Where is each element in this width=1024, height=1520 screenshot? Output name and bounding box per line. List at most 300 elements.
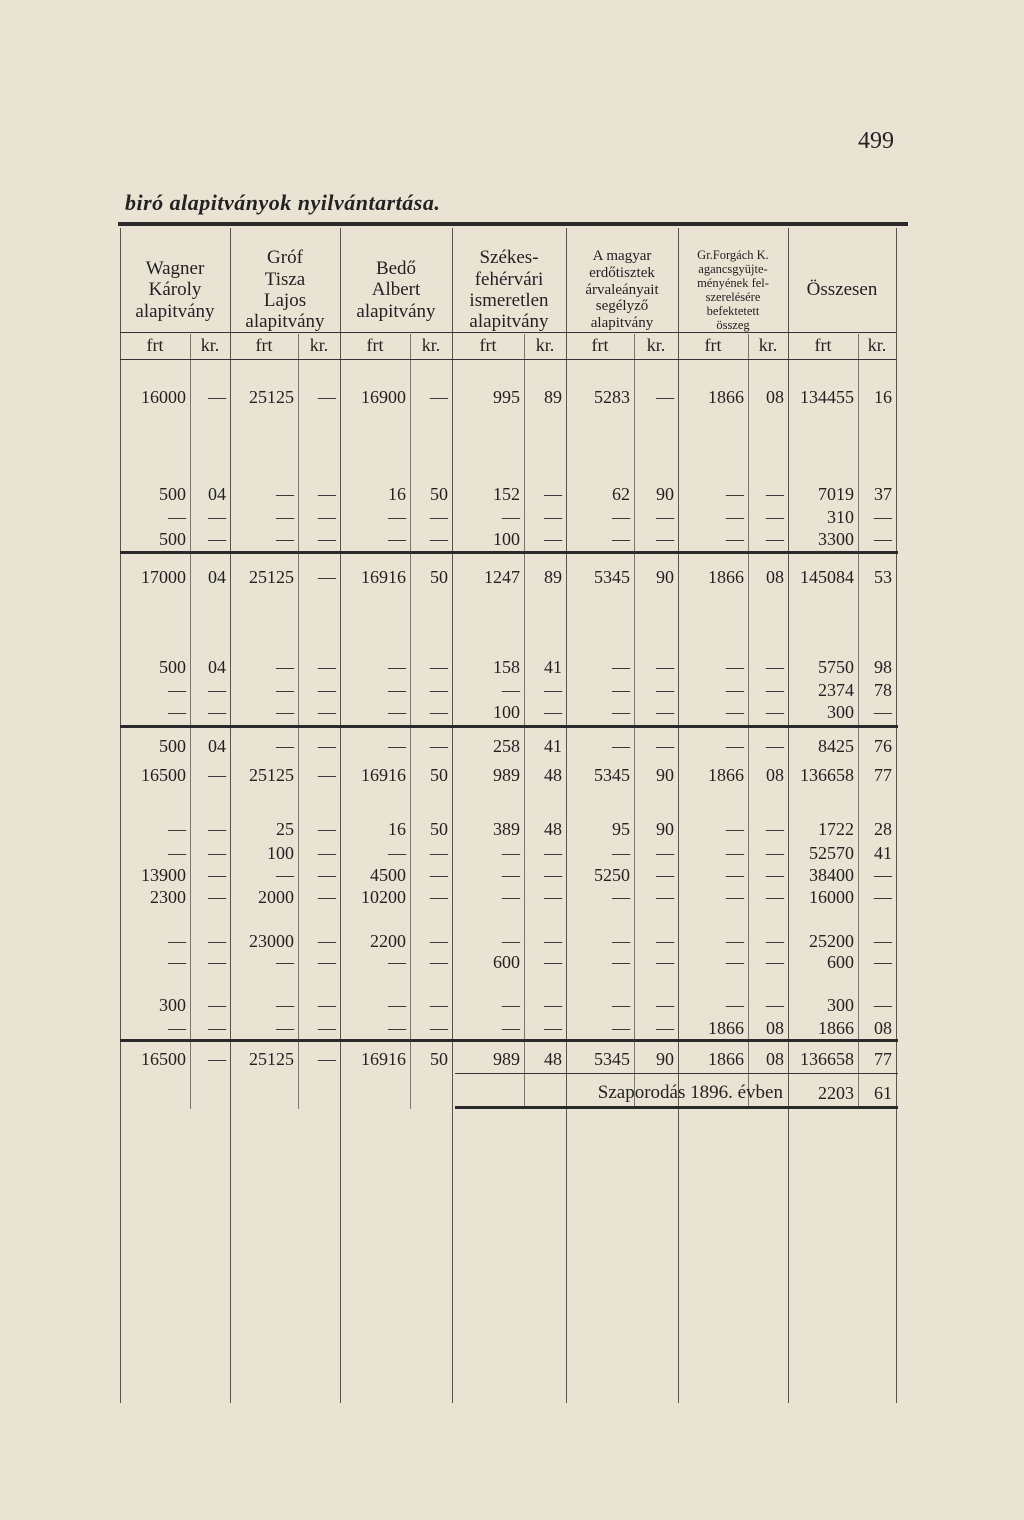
table-cell: — — [656, 843, 674, 863]
column-header: Gróf Tisza Lajos alapitvány — [245, 247, 325, 333]
table-cell: 100 — [493, 529, 520, 549]
table-cell: 500 — [159, 529, 186, 549]
table-cell: 25 — [276, 819, 294, 839]
table-cell: — — [502, 680, 520, 700]
table-cell: — — [318, 529, 336, 549]
table-cell: 08 — [766, 1049, 784, 1069]
table-cell: — — [318, 1049, 336, 1069]
growth-label: Szaporodás 1896. évben — [597, 1082, 783, 1103]
table-cell: 16916 — [361, 1049, 406, 1069]
table-cell: — — [318, 507, 336, 527]
table-cell: — — [544, 507, 562, 527]
table-cell: — — [388, 507, 406, 527]
table-cell: — — [430, 887, 448, 907]
table-cell: — — [612, 657, 630, 677]
table-cell: — — [544, 995, 562, 1015]
table-cell: — — [726, 952, 744, 972]
unit-kr-label: kr. — [867, 334, 887, 355]
table-cell: 600 — [493, 952, 520, 972]
table-cell: — — [430, 736, 448, 756]
table-cell: 500 — [159, 484, 186, 504]
table-cell: 53 — [874, 567, 892, 587]
table-cell: — — [208, 819, 226, 839]
table-cell: — — [874, 702, 892, 722]
table-cell: — — [430, 952, 448, 972]
unit-kr-label: kr. — [421, 334, 441, 355]
table-cell: 1866 — [708, 1018, 744, 1038]
table-cell: — — [874, 931, 892, 951]
table-cell: 1866 — [708, 765, 744, 785]
table-cell: — — [168, 819, 186, 839]
table-cell: 989 — [493, 1049, 520, 1069]
table-cell: — — [168, 843, 186, 863]
table-cell: — — [276, 702, 294, 722]
unit-kr-label: kr. — [646, 334, 666, 355]
table-cell: 258 — [493, 736, 520, 756]
table-cell: — — [276, 736, 294, 756]
table-cell: — — [430, 387, 448, 407]
table-cell: — — [656, 952, 674, 972]
table-cell: 25125 — [249, 567, 294, 587]
table-cell: — — [544, 952, 562, 972]
table-cell: — — [208, 507, 226, 527]
table-cell: 2374 — [818, 680, 854, 700]
table-cell: — — [874, 865, 892, 885]
table-cell: — — [318, 931, 336, 951]
table-cell: 989 — [493, 765, 520, 785]
table-cell: — — [318, 819, 336, 839]
table-cell: — — [544, 865, 562, 885]
table-cell: — — [656, 931, 674, 951]
unit-frt-label: frt — [255, 334, 273, 355]
table-cell: 995 — [493, 387, 520, 407]
table-cell: — — [656, 680, 674, 700]
table-cell: 28 — [874, 819, 892, 839]
table-cell: 25200 — [809, 931, 854, 951]
table-cell: — — [502, 887, 520, 907]
unit-frt-label: frt — [479, 334, 497, 355]
table-cell: — — [276, 529, 294, 549]
table-cell: — — [276, 952, 294, 972]
table-cell: — — [276, 865, 294, 885]
table-cell: — — [388, 736, 406, 756]
table-cell: 25125 — [249, 1049, 294, 1069]
unit-frt-label: frt — [591, 334, 609, 355]
table-cell: — — [766, 680, 784, 700]
table-cell: 3300 — [818, 529, 854, 549]
table-cell: — — [544, 887, 562, 907]
table-cell: 04 — [208, 736, 226, 756]
table-cell: 41 — [874, 843, 892, 863]
table-cell: — — [276, 995, 294, 1015]
table-cell: 2000 — [258, 887, 294, 907]
table-cell: — — [766, 843, 784, 863]
table-cell: — — [208, 952, 226, 972]
column-header: Összesen — [806, 279, 878, 301]
table-cell: — — [430, 680, 448, 700]
table-cell: — — [208, 1049, 226, 1069]
table-cell: — — [208, 680, 226, 700]
table-cell: — — [726, 995, 744, 1015]
table-cell: 145084 — [800, 567, 854, 587]
table-cell: — — [388, 680, 406, 700]
table-cell: 1866 — [708, 1049, 744, 1069]
table-cell: — — [656, 529, 674, 549]
table-cell: — — [502, 865, 520, 885]
table-cell: — — [168, 931, 186, 951]
table-cell: 50 — [430, 1049, 448, 1069]
table-cell: — — [766, 484, 784, 504]
table-cell: — — [766, 736, 784, 756]
table-cell: 16916 — [361, 567, 406, 587]
table-cell: — — [208, 387, 226, 407]
table-cell: 5750 — [818, 657, 854, 677]
table-cell: — — [502, 843, 520, 863]
table-cell: 25125 — [249, 765, 294, 785]
table-cell: — — [318, 887, 336, 907]
table-cell: — — [656, 736, 674, 756]
table-cell: — — [168, 952, 186, 972]
table-cell: 52570 — [809, 843, 854, 863]
table-cell: — — [388, 843, 406, 863]
table-cell: 152 — [493, 484, 520, 504]
column-header: Bedő Albert alapitvány — [356, 258, 436, 322]
column-border — [896, 228, 897, 1403]
table-cell: 1866 — [708, 387, 744, 407]
table-cell: — — [502, 507, 520, 527]
table-cell: — — [726, 507, 744, 527]
table-cell: 90 — [656, 567, 674, 587]
table-cell: — — [726, 484, 744, 504]
table-cell: — — [726, 657, 744, 677]
table-cell: — — [208, 702, 226, 722]
table-cell: 16916 — [361, 765, 406, 785]
table-cell: — — [318, 484, 336, 504]
section-rule — [120, 551, 898, 554]
table-cell: — — [766, 657, 784, 677]
table-cell: — — [612, 507, 630, 527]
table-cell: 7019 — [818, 484, 854, 504]
table-cell: — — [766, 507, 784, 527]
table-cell: 389 — [493, 819, 520, 839]
table-cell: — — [168, 507, 186, 527]
table-cell: 89 — [544, 387, 562, 407]
column-header: A magyar erdőtisztek árvaleányait segélyző alapitvány — [585, 248, 659, 332]
table-cell: — — [544, 843, 562, 863]
table-cell: 50 — [430, 819, 448, 839]
table-cell: 310 — [827, 507, 854, 527]
table-cell: — — [168, 702, 186, 722]
table-cell: — — [612, 931, 630, 951]
table-cell: — — [318, 657, 336, 677]
table-cell: — — [318, 865, 336, 885]
table-cell: — — [544, 702, 562, 722]
unit-kr-label: kr. — [309, 334, 329, 355]
table-cell: — — [168, 680, 186, 700]
units-rule — [120, 359, 896, 360]
table-cell: — — [388, 657, 406, 677]
table-cell: — — [276, 484, 294, 504]
table-cell: 300 — [827, 702, 854, 722]
table-cell: 08 — [874, 1018, 892, 1038]
table-cell: — — [656, 702, 674, 722]
table-cell: — — [318, 843, 336, 863]
table-cell: — — [656, 887, 674, 907]
table-cell: — — [430, 865, 448, 885]
table-cell: — — [726, 680, 744, 700]
table-cell: — — [502, 1018, 520, 1038]
table-cell: 41 — [544, 657, 562, 677]
table-cell: — — [318, 765, 336, 785]
table-cell: — — [430, 931, 448, 951]
table-cell: 04 — [208, 657, 226, 677]
table-cell: 136658 — [800, 765, 854, 785]
table-cell: 2200 — [370, 931, 406, 951]
table-cell: 4500 — [370, 865, 406, 885]
table-cell: 158 — [493, 657, 520, 677]
table-cell: — — [726, 702, 744, 722]
table-cell: 1866 — [708, 567, 744, 587]
table-cell: — — [544, 680, 562, 700]
table-cell: 300 — [159, 995, 186, 1015]
table-cell: — — [726, 931, 744, 951]
table-cell: 90 — [656, 819, 674, 839]
table-cell: — — [208, 843, 226, 863]
table-cell: — — [766, 819, 784, 839]
table-cell: — — [726, 529, 744, 549]
table-cell: 1866 — [818, 1018, 854, 1038]
table-cell: — — [766, 529, 784, 549]
table-cell: — — [766, 952, 784, 972]
table-cell: — — [276, 507, 294, 527]
table-cell: — — [208, 887, 226, 907]
table-cell: — — [502, 995, 520, 1015]
table-cell: — — [874, 952, 892, 972]
section-rule — [120, 1039, 898, 1042]
table-cell: — — [656, 507, 674, 527]
table-cell: — — [208, 1018, 226, 1038]
table-cell: 04 — [208, 484, 226, 504]
table-cell: — — [612, 952, 630, 972]
table-cell: 16 — [388, 819, 406, 839]
table-cell: — — [318, 1018, 336, 1038]
table-cell: — — [656, 995, 674, 1015]
table-cell: — — [726, 865, 744, 885]
table-cell: — — [726, 887, 744, 907]
table-cell: — — [656, 1018, 674, 1038]
table-cell: 16500 — [141, 765, 186, 785]
growth-kr-value: 61 — [874, 1083, 892, 1103]
table-cell: — — [766, 995, 784, 1015]
table-cell: — — [656, 387, 674, 407]
table-cell: — — [208, 995, 226, 1015]
table-cell: 90 — [656, 765, 674, 785]
table-cell: — — [726, 843, 744, 863]
table-cell: — — [726, 736, 744, 756]
table-cell: — — [874, 529, 892, 549]
section-rule — [120, 725, 898, 728]
column-header: Székes- fehérvári ismeretlen alapitvány — [469, 247, 549, 333]
table-cell: 10200 — [361, 887, 406, 907]
table-cell: — — [544, 529, 562, 549]
unit-frt-label: frt — [704, 334, 722, 355]
table-cell: 98 — [874, 657, 892, 677]
table-cell: 16000 — [809, 887, 854, 907]
table-cell: — — [168, 1018, 186, 1038]
table-cell: 300 — [827, 995, 854, 1015]
table-cell: 04 — [208, 567, 226, 587]
table-cell: 8425 — [818, 736, 854, 756]
table-cell: 100 — [267, 843, 294, 863]
table-cell: 08 — [766, 765, 784, 785]
table-cell: 90 — [656, 484, 674, 504]
table-cell: 5345 — [594, 765, 630, 785]
table-cell: 5283 — [594, 387, 630, 407]
table-cell: 16900 — [361, 387, 406, 407]
table-cell: — — [388, 995, 406, 1015]
table-cell: — — [612, 995, 630, 1015]
table-cell: 23000 — [249, 931, 294, 951]
table-cell: — — [612, 680, 630, 700]
unit-kr-label: kr. — [200, 334, 220, 355]
table-cell: — — [208, 529, 226, 549]
table-cell: — — [544, 931, 562, 951]
page-number: 499 — [858, 128, 894, 154]
table-cell: — — [874, 995, 892, 1015]
table-cell: — — [612, 887, 630, 907]
table-cell: — — [208, 765, 226, 785]
table-cell: — — [430, 843, 448, 863]
table-cell: 50 — [430, 567, 448, 587]
table-cell: 50 — [430, 484, 448, 504]
table-cell: — — [388, 702, 406, 722]
table-cell: 77 — [874, 765, 892, 785]
table-cell: — — [430, 529, 448, 549]
table-cell: 1722 — [818, 819, 854, 839]
table-cell: 600 — [827, 952, 854, 972]
table-cell: — — [766, 702, 784, 722]
page-title: biró alapitványok nyilvántartása. — [125, 190, 441, 215]
table-cell: — — [318, 387, 336, 407]
table-cell: 13900 — [141, 865, 186, 885]
table-cell: 08 — [766, 387, 784, 407]
table-cell: 89 — [544, 567, 562, 587]
table-cell: 37 — [874, 484, 892, 504]
table-cell: 48 — [544, 819, 562, 839]
table-cell: 5250 — [594, 865, 630, 885]
table-cell: 1247 — [484, 567, 520, 587]
table-cell: 48 — [544, 765, 562, 785]
table-cell: 16 — [388, 484, 406, 504]
growth-bottom-rule — [455, 1106, 898, 1109]
table-cell: — — [544, 1018, 562, 1038]
table-cell: — — [656, 657, 674, 677]
table-cell: — — [874, 887, 892, 907]
table-cell: — — [318, 995, 336, 1015]
table-cell: 50 — [430, 765, 448, 785]
table-cell: — — [766, 931, 784, 951]
table-cell: 08 — [766, 1018, 784, 1038]
table-cell: — — [208, 931, 226, 951]
table-cell: 25125 — [249, 387, 294, 407]
growth-frt-value: 2203 — [818, 1083, 854, 1103]
table-cell: 77 — [874, 1049, 892, 1069]
unit-kr-label: kr. — [758, 334, 778, 355]
table-cell: 2300 — [150, 887, 186, 907]
table-cell: — — [502, 931, 520, 951]
table-cell: — — [430, 657, 448, 677]
table-cell: — — [656, 865, 674, 885]
table-cell: — — [612, 702, 630, 722]
table-cell: 62 — [612, 484, 630, 504]
table-cell: — — [612, 1018, 630, 1038]
table-cell: — — [388, 952, 406, 972]
table-cell: 90 — [656, 1049, 674, 1069]
unit-frt-label: frt — [814, 334, 832, 355]
table-cell: — — [208, 865, 226, 885]
table-cell: 16 — [874, 387, 892, 407]
table-cell: — — [318, 680, 336, 700]
table-cell: 500 — [159, 657, 186, 677]
growth-top-rule — [455, 1073, 898, 1074]
table-cell: 08 — [766, 567, 784, 587]
table-cell: 500 — [159, 736, 186, 756]
table-cell: 5345 — [594, 567, 630, 587]
table-cell: 38400 — [809, 865, 854, 885]
table-cell: 134455 — [800, 387, 854, 407]
table-cell: — — [766, 865, 784, 885]
table-cell: — — [612, 736, 630, 756]
table-cell: 41 — [544, 736, 562, 756]
table-cell: — — [276, 657, 294, 677]
table-cell: 5345 — [594, 1049, 630, 1069]
table-cell: — — [318, 736, 336, 756]
table-cell: — — [318, 567, 336, 587]
table-cell: — — [276, 1018, 294, 1038]
unit-frt-label: frt — [146, 334, 164, 355]
table-cell: — — [430, 1018, 448, 1038]
table-cell: 100 — [493, 702, 520, 722]
table-cell: 16500 — [141, 1049, 186, 1069]
table-cell: 17000 — [141, 567, 186, 587]
table-cell: 78 — [874, 680, 892, 700]
table-cell: 76 — [874, 736, 892, 756]
table-cell: — — [276, 680, 294, 700]
unit-kr-label: kr. — [535, 334, 555, 355]
table-cell: — — [318, 702, 336, 722]
table-cell: — — [430, 702, 448, 722]
unit-frt-label: frt — [366, 334, 384, 355]
column-header: Gr.Forgách K. agancsgyüjte- ményének fel- szerelésére befektetett összeg — [697, 248, 769, 332]
table-cell: — — [612, 529, 630, 549]
column-header: Wagner Károly alapitvány — [135, 258, 215, 322]
table-cell: — — [766, 887, 784, 907]
table-cell: 48 — [544, 1049, 562, 1069]
table-cell: 95 — [612, 819, 630, 839]
table-cell: — — [430, 995, 448, 1015]
table-cell: — — [612, 843, 630, 863]
table-cell: 16000 — [141, 387, 186, 407]
table-cell: — — [388, 529, 406, 549]
table-cell: — — [318, 952, 336, 972]
table-cell: — — [430, 507, 448, 527]
table-cell: 136658 — [800, 1049, 854, 1069]
table-cell: — — [544, 484, 562, 504]
table-cell: — — [874, 507, 892, 527]
header-top-rule — [118, 222, 908, 226]
table-cell: — — [726, 819, 744, 839]
table-cell: — — [388, 1018, 406, 1038]
